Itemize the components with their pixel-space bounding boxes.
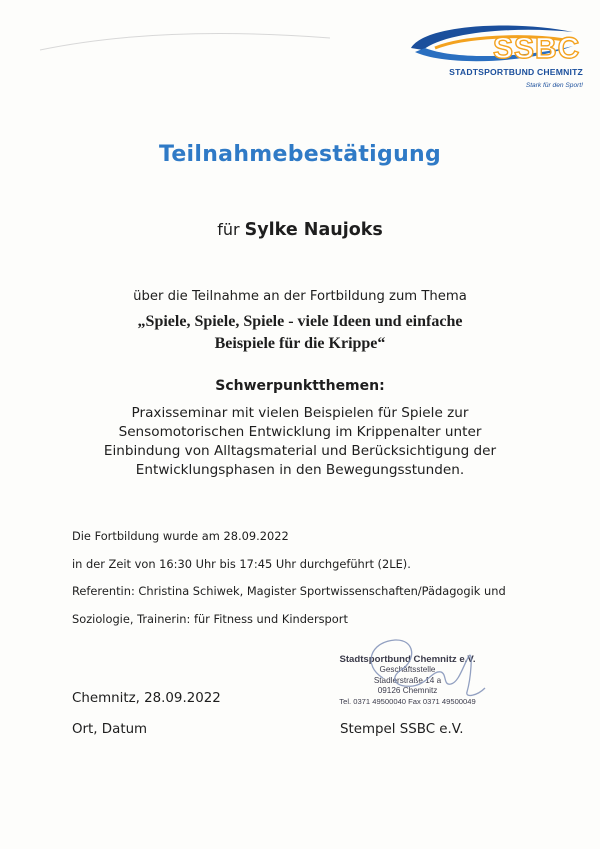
topic-line-2: Beispiele für die Krippe“: [214, 335, 386, 352]
handwritten-signature: [355, 626, 495, 716]
stamp-label: Stempel SSBC e.V.: [340, 722, 464, 737]
document-title: Teilnahmebestätigung: [158, 142, 442, 167]
focus-text: [0, 404, 600, 480]
stamp-city: 09126 Chemnitz: [377, 686, 438, 696]
stamp-phone: Tel. 0371 49500040 Fax 0371 49500049: [339, 696, 476, 706]
stamp-street: Stadlerstraße 14 a: [373, 675, 442, 685]
focus-line: Sensomotorischen Entwicklung im Krippenalter unter: [118, 424, 482, 440]
detail-speaker: Referentin: Christina Schiwek, Magister Sportwissenschaften/Pädagogik und: [72, 584, 506, 598]
detail-date: Die Fortbildung wurde am 28.09.2022: [72, 529, 289, 543]
detail-speaker-cont: Soziologie, Trainerin: für Fitness und Kindersport: [72, 612, 348, 626]
recipient-prefix: für: [217, 220, 240, 239]
focus-line: Einbindung von Alltagsmaterial und Berücksichtigung der: [103, 443, 497, 459]
place-date-label: Ort, Datum: [72, 722, 148, 737]
place-date-value: Chemnitz, 28.09.2022: [72, 691, 221, 706]
intro-text: über die Teilnahme an der Fortbildung zum Thema: [133, 289, 467, 304]
topic-title: [0, 311, 600, 355]
stamp-office: Geschäftsstelle: [379, 665, 436, 674]
logo-org-name: STADTSPORTBUND CHEMNITZ: [449, 67, 583, 77]
topic-line-1: „Spiele, Spiele, Spiele - viele Ideen und einfache: [137, 313, 463, 330]
detail-time: in der Zeit von 16:30 Uhr bis 17:45 Uhr durchgeführt (2LE).: [72, 557, 411, 571]
recipient-line: [0, 220, 600, 240]
ssbc-logo: [405, 18, 585, 98]
recipient-name: Sylke Naujoks: [244, 220, 383, 240]
focus-heading: Schwerpunktthemen:: [215, 378, 385, 394]
focus-line: Praxisseminar mit vielen Beispielen für Spiele zur: [131, 405, 469, 421]
logo-slogan: Stark für den Sport!: [525, 82, 583, 89]
focus-line: Entwicklungsphasen in den Bewegungsstunden.: [135, 462, 465, 478]
logo-brand: SSBC: [493, 32, 581, 65]
stamp-org: Stadtsportbund Chemnitz e.V.: [339, 654, 476, 665]
